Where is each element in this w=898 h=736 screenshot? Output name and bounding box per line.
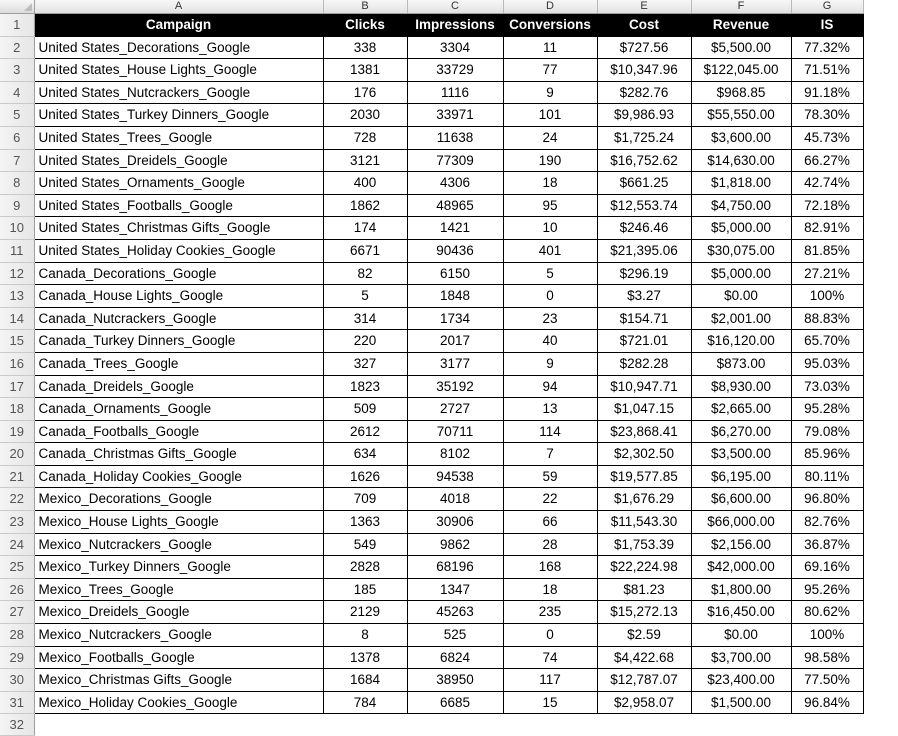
cell-clicks[interactable]: 1363 bbox=[323, 511, 407, 534]
cell-cost[interactable]: $282.76 bbox=[597, 81, 691, 104]
cell-revenue[interactable]: $0.00 bbox=[691, 285, 791, 308]
row-header[interactable]: 17 bbox=[0, 375, 34, 398]
column-header[interactable]: G bbox=[791, 0, 863, 14]
cell-impressions[interactable]: 38950 bbox=[407, 669, 503, 692]
row-header[interactable]: 28 bbox=[0, 624, 34, 647]
cell-is[interactable]: 96.80% bbox=[791, 488, 863, 511]
column-header-row bbox=[0, 0, 863, 14]
cell-impressions[interactable]: 30906 bbox=[407, 511, 503, 534]
row-header[interactable]: 22 bbox=[0, 488, 34, 511]
cell-conversions[interactable]: 24 bbox=[503, 126, 597, 149]
cell-clicks[interactable]: 728 bbox=[323, 126, 407, 149]
table-row bbox=[0, 465, 863, 488]
cell-impressions[interactable]: 33971 bbox=[407, 104, 503, 127]
row-header[interactable]: 30 bbox=[0, 669, 34, 692]
cell-impressions[interactable]: 6685 bbox=[407, 691, 503, 714]
cell-revenue[interactable]: $2,156.00 bbox=[691, 533, 791, 556]
row-header[interactable]: 27 bbox=[0, 601, 34, 624]
empty-cell[interactable] bbox=[791, 714, 863, 736]
cell-is[interactable]: 96.84% bbox=[791, 691, 863, 714]
cell-campaign[interactable]: Canada_Ornaments_Google bbox=[34, 398, 323, 421]
cell-revenue[interactable]: $873.00 bbox=[691, 352, 791, 375]
cell-conversions[interactable]: 401 bbox=[503, 239, 597, 262]
cell-campaign[interactable]: Canada_Holiday Cookies_Google bbox=[34, 465, 323, 488]
cell-header-impressions[interactable]: Impressions bbox=[407, 14, 503, 37]
row-header[interactable]: 23 bbox=[0, 511, 34, 534]
cell-is[interactable]: 98.58% bbox=[791, 646, 863, 669]
cell-revenue[interactable]: $6,600.00 bbox=[691, 488, 791, 511]
cell-campaign[interactable]: United States_Trees_Google bbox=[34, 126, 323, 149]
column-header[interactable]: D bbox=[503, 0, 597, 14]
cell-clicks[interactable]: 2612 bbox=[323, 420, 407, 443]
cell-impressions[interactable]: 1116 bbox=[407, 81, 503, 104]
table-row bbox=[0, 398, 863, 421]
cell-cost[interactable]: $296.19 bbox=[597, 262, 691, 285]
cell-campaign[interactable]: United States_Dreidels_Google bbox=[34, 149, 323, 172]
cell-is[interactable]: 65.70% bbox=[791, 330, 863, 353]
cell-impressions[interactable]: 4306 bbox=[407, 172, 503, 195]
cell-is[interactable]: 66.27% bbox=[791, 149, 863, 172]
row-header[interactable]: 25 bbox=[0, 556, 34, 579]
row-header[interactable]: 1 bbox=[0, 14, 34, 37]
table-row bbox=[0, 443, 863, 466]
cell-conversions[interactable]: 190 bbox=[503, 149, 597, 172]
cell-cost[interactable]: $15,272.13 bbox=[597, 601, 691, 624]
table-row bbox=[0, 578, 863, 601]
table-row bbox=[0, 375, 863, 398]
select-all-icon bbox=[24, 3, 32, 11]
cell-conversions[interactable]: 18 bbox=[503, 172, 597, 195]
table-row bbox=[0, 285, 863, 308]
empty-cell[interactable] bbox=[407, 714, 503, 736]
cell-clicks[interactable]: 3121 bbox=[323, 149, 407, 172]
cell-cost[interactable]: $22,224.98 bbox=[597, 556, 691, 579]
cell-clicks[interactable]: 220 bbox=[323, 330, 407, 353]
row-header[interactable]: 15 bbox=[0, 330, 34, 353]
cell-cost[interactable]: $661.25 bbox=[597, 172, 691, 195]
cell-cost[interactable]: $81.23 bbox=[597, 578, 691, 601]
row-header[interactable]: 18 bbox=[0, 398, 34, 421]
cell-is[interactable]: 78.30% bbox=[791, 104, 863, 127]
table-row bbox=[0, 330, 863, 353]
table-row bbox=[0, 307, 863, 330]
table-header-row bbox=[0, 14, 863, 37]
cell-impressions[interactable]: 9862 bbox=[407, 533, 503, 556]
cell-clicks[interactable]: 709 bbox=[323, 488, 407, 511]
cell-is[interactable]: 100% bbox=[791, 285, 863, 308]
cell-is[interactable]: 88.83% bbox=[791, 307, 863, 330]
row-header[interactable]: 14 bbox=[0, 307, 34, 330]
cell-impressions[interactable]: 1734 bbox=[407, 307, 503, 330]
cell-impressions[interactable]: 6824 bbox=[407, 646, 503, 669]
cell-campaign[interactable]: United States_Nutcrackers_Google bbox=[34, 81, 323, 104]
cell-impressions[interactable]: 48965 bbox=[407, 194, 503, 217]
cell-header-clicks[interactable]: Clicks bbox=[323, 14, 407, 37]
cell-cost[interactable]: $12,787.07 bbox=[597, 669, 691, 692]
cell-conversions[interactable]: 117 bbox=[503, 669, 597, 692]
cell-clicks[interactable]: 314 bbox=[323, 307, 407, 330]
cell-clicks[interactable]: 5 bbox=[323, 285, 407, 308]
cell-is[interactable]: 42.74% bbox=[791, 172, 863, 195]
cell-cost[interactable]: $2.59 bbox=[597, 624, 691, 647]
cell-conversions[interactable]: 18 bbox=[503, 578, 597, 601]
cell-revenue[interactable]: $16,120.00 bbox=[691, 330, 791, 353]
cell-is[interactable]: 81.85% bbox=[791, 239, 863, 262]
cell-revenue[interactable]: $3,600.00 bbox=[691, 126, 791, 149]
cell-header-revenue[interactable]: Revenue bbox=[691, 14, 791, 37]
cell-campaign[interactable]: United States_Footballs_Google bbox=[34, 194, 323, 217]
cell-impressions[interactable]: 2017 bbox=[407, 330, 503, 353]
cell-conversions[interactable]: 5 bbox=[503, 262, 597, 285]
cell-conversions[interactable]: 59 bbox=[503, 465, 597, 488]
table-row bbox=[0, 172, 863, 195]
cell-cost[interactable]: $2,958.07 bbox=[597, 691, 691, 714]
cell-cost[interactable]: $12,553.74 bbox=[597, 194, 691, 217]
cell-clicks[interactable]: 82 bbox=[323, 262, 407, 285]
cell-impressions[interactable]: 1848 bbox=[407, 285, 503, 308]
cell-cost[interactable]: $19,577.85 bbox=[597, 465, 691, 488]
cell-is[interactable]: 85.96% bbox=[791, 443, 863, 466]
row-header[interactable]: 21 bbox=[0, 465, 34, 488]
cell-is[interactable]: 95.28% bbox=[791, 398, 863, 421]
cell-clicks[interactable]: 1381 bbox=[323, 59, 407, 82]
cell-header-is[interactable]: IS bbox=[791, 14, 863, 37]
table-row bbox=[0, 126, 863, 149]
cell-clicks[interactable]: 509 bbox=[323, 398, 407, 421]
row-header[interactable]: 10 bbox=[0, 217, 34, 240]
row-header[interactable]: 29 bbox=[0, 646, 34, 669]
cell-campaign[interactable]: United States_Turkey Dinners_Google bbox=[34, 104, 323, 127]
cell-impressions[interactable]: 4018 bbox=[407, 488, 503, 511]
cell-revenue[interactable]: $30,075.00 bbox=[691, 239, 791, 262]
cell-cost[interactable]: $16,752.62 bbox=[597, 149, 691, 172]
cell-revenue[interactable]: $6,270.00 bbox=[691, 420, 791, 443]
cell-impressions[interactable]: 3304 bbox=[407, 36, 503, 59]
row-header[interactable]: 3 bbox=[0, 59, 34, 82]
cell-cost[interactable]: $4,422.68 bbox=[597, 646, 691, 669]
row-header[interactable]: 12 bbox=[0, 262, 34, 285]
cell-is[interactable]: 91.18% bbox=[791, 81, 863, 104]
table-row bbox=[0, 194, 863, 217]
row-header[interactable]: 9 bbox=[0, 194, 34, 217]
cell-is[interactable]: 72.18% bbox=[791, 194, 863, 217]
cell-cost[interactable]: $154.71 bbox=[597, 307, 691, 330]
cell-conversions[interactable]: 23 bbox=[503, 307, 597, 330]
cell-campaign[interactable]: Mexico_Decorations_Google bbox=[34, 488, 323, 511]
cell-impressions[interactable]: 3177 bbox=[407, 352, 503, 375]
cell-campaign[interactable]: Mexico_Holiday Cookies_Google bbox=[34, 691, 323, 714]
cell-revenue[interactable]: $2,665.00 bbox=[691, 398, 791, 421]
cell-campaign[interactable]: United States_Decorations_Google bbox=[34, 36, 323, 59]
cell-campaign[interactable]: Mexico_Footballs_Google bbox=[34, 646, 323, 669]
table-row bbox=[0, 262, 863, 285]
row-header[interactable]: 13 bbox=[0, 285, 34, 308]
table-row bbox=[0, 36, 863, 59]
cell-campaign[interactable]: United States_House Lights_Google bbox=[34, 59, 323, 82]
cell-revenue[interactable]: $1,800.00 bbox=[691, 578, 791, 601]
cell-conversions[interactable]: 10 bbox=[503, 217, 597, 240]
table-row bbox=[0, 511, 863, 534]
cell-clicks[interactable]: 2828 bbox=[323, 556, 407, 579]
cell-revenue[interactable]: $122,045.00 bbox=[691, 59, 791, 82]
empty-cell[interactable] bbox=[503, 714, 597, 736]
cell-revenue[interactable]: $55,550.00 bbox=[691, 104, 791, 127]
cell-clicks[interactable]: 338 bbox=[323, 36, 407, 59]
table-row bbox=[0, 646, 863, 669]
cell-impressions[interactable]: 35192 bbox=[407, 375, 503, 398]
cell-conversions[interactable]: 77 bbox=[503, 59, 597, 82]
cell-conversions[interactable]: 11 bbox=[503, 36, 597, 59]
cell-impressions[interactable]: 45263 bbox=[407, 601, 503, 624]
cell-clicks[interactable]: 784 bbox=[323, 691, 407, 714]
cell-is[interactable]: 36.87% bbox=[791, 533, 863, 556]
cell-cost[interactable]: $721.01 bbox=[597, 330, 691, 353]
cell-campaign[interactable]: Mexico_Trees_Google bbox=[34, 578, 323, 601]
cell-campaign[interactable]: Mexico_House Lights_Google bbox=[34, 511, 323, 534]
cell-cost[interactable]: $9,986.93 bbox=[597, 104, 691, 127]
row-header[interactable]: 7 bbox=[0, 149, 34, 172]
cell-impressions[interactable]: 8102 bbox=[407, 443, 503, 466]
cell-is[interactable]: 82.76% bbox=[791, 511, 863, 534]
cell-cost[interactable]: $282.28 bbox=[597, 352, 691, 375]
cell-conversions[interactable]: 94 bbox=[503, 375, 597, 398]
cell-clicks[interactable]: 1684 bbox=[323, 669, 407, 692]
table-row bbox=[0, 533, 863, 556]
empty-cell[interactable] bbox=[34, 714, 323, 736]
row-header[interactable]: 31 bbox=[0, 691, 34, 714]
column-header[interactable]: F bbox=[691, 0, 791, 14]
cell-conversions[interactable]: 13 bbox=[503, 398, 597, 421]
cell-revenue[interactable]: $4,750.00 bbox=[691, 194, 791, 217]
table-row bbox=[0, 488, 863, 511]
cell-cost[interactable]: $727.56 bbox=[597, 36, 691, 59]
select-all-corner[interactable] bbox=[0, 0, 34, 14]
cell-conversions[interactable]: 74 bbox=[503, 646, 597, 669]
cell-cost[interactable]: $21,395.06 bbox=[597, 239, 691, 262]
cell-conversions[interactable]: 235 bbox=[503, 601, 597, 624]
table-row bbox=[0, 104, 863, 127]
column-header[interactable]: E bbox=[597, 0, 691, 14]
cell-impressions[interactable]: 525 bbox=[407, 624, 503, 647]
cell-is[interactable]: 45.73% bbox=[791, 126, 863, 149]
cell-impressions[interactable]: 77309 bbox=[407, 149, 503, 172]
cell-clicks[interactable]: 327 bbox=[323, 352, 407, 375]
cell-campaign[interactable]: United States_Holiday Cookies_Google bbox=[34, 239, 323, 262]
cell-conversions[interactable]: 101 bbox=[503, 104, 597, 127]
cell-is[interactable]: 69.16% bbox=[791, 556, 863, 579]
cell-clicks[interactable]: 2129 bbox=[323, 601, 407, 624]
cell-campaign[interactable]: Canada_Dreidels_Google bbox=[34, 375, 323, 398]
cell-revenue[interactable]: $2,001.00 bbox=[691, 307, 791, 330]
cell-revenue[interactable]: $5,000.00 bbox=[691, 217, 791, 240]
cell-conversions[interactable]: 0 bbox=[503, 624, 597, 647]
cell-clicks[interactable]: 1823 bbox=[323, 375, 407, 398]
cell-conversions[interactable]: 7 bbox=[503, 443, 597, 466]
cell-header-conversions[interactable]: Conversions bbox=[503, 14, 597, 37]
table-row bbox=[0, 420, 863, 443]
cell-impressions[interactable]: 68196 bbox=[407, 556, 503, 579]
cell-revenue[interactable]: $1,818.00 bbox=[691, 172, 791, 195]
cell-clicks[interactable]: 400 bbox=[323, 172, 407, 195]
row-header[interactable]: 8 bbox=[0, 172, 34, 195]
cell-is[interactable]: 77.50% bbox=[791, 669, 863, 692]
empty-cell[interactable] bbox=[691, 714, 791, 736]
row-header[interactable]: 19 bbox=[0, 420, 34, 443]
cell-cost[interactable]: $10,947.71 bbox=[597, 375, 691, 398]
cell-campaign[interactable]: Canada_House Lights_Google bbox=[34, 285, 323, 308]
cell-campaign[interactable]: Mexico_Nutcrackers_Google bbox=[34, 624, 323, 647]
cell-impressions[interactable]: 33729 bbox=[407, 59, 503, 82]
cell-campaign[interactable]: Mexico_Turkey Dinners_Google bbox=[34, 556, 323, 579]
cell-impressions[interactable]: 1347 bbox=[407, 578, 503, 601]
cell-revenue[interactable]: $66,000.00 bbox=[691, 511, 791, 534]
table-row bbox=[0, 714, 863, 736]
cell-cost[interactable]: $10,347.96 bbox=[597, 59, 691, 82]
row-header[interactable]: 16 bbox=[0, 352, 34, 375]
table-row bbox=[0, 217, 863, 240]
cell-conversions[interactable]: 22 bbox=[503, 488, 597, 511]
cell-clicks[interactable]: 1862 bbox=[323, 194, 407, 217]
empty-cell[interactable] bbox=[323, 714, 407, 736]
cell-revenue[interactable]: $3,700.00 bbox=[691, 646, 791, 669]
cell-campaign[interactable]: Canada_Trees_Google bbox=[34, 352, 323, 375]
cell-clicks[interactable]: 634 bbox=[323, 443, 407, 466]
cell-campaign[interactable]: Canada_Decorations_Google bbox=[34, 262, 323, 285]
cell-campaign[interactable]: Mexico_Nutcrackers_Google bbox=[34, 533, 323, 556]
cell-cost[interactable]: $3.27 bbox=[597, 285, 691, 308]
cell-is[interactable]: 71.51% bbox=[791, 59, 863, 82]
cell-revenue[interactable]: $0.00 bbox=[691, 624, 791, 647]
table-row bbox=[0, 624, 863, 647]
cell-cost[interactable]: $1,753.39 bbox=[597, 533, 691, 556]
cell-clicks[interactable]: 185 bbox=[323, 578, 407, 601]
cell-clicks[interactable]: 8 bbox=[323, 624, 407, 647]
column-header[interactable]: A bbox=[34, 0, 323, 14]
cell-clicks[interactable]: 1626 bbox=[323, 465, 407, 488]
table-row bbox=[0, 352, 863, 375]
cell-clicks[interactable]: 6671 bbox=[323, 239, 407, 262]
cell-conversions[interactable]: 168 bbox=[503, 556, 597, 579]
cell-conversions[interactable]: 9 bbox=[503, 352, 597, 375]
cell-cost[interactable]: $2,302.50 bbox=[597, 443, 691, 466]
row-header[interactable]: 20 bbox=[0, 443, 34, 466]
cell-revenue[interactable]: $14,630.00 bbox=[691, 149, 791, 172]
cell-conversions[interactable]: 114 bbox=[503, 420, 597, 443]
cell-campaign[interactable]: United States_Christmas Gifts_Google bbox=[34, 217, 323, 240]
table-row bbox=[0, 81, 863, 104]
cell-revenue[interactable]: $6,195.00 bbox=[691, 465, 791, 488]
cell-revenue[interactable]: $3,500.00 bbox=[691, 443, 791, 466]
cell-is[interactable]: 82.91% bbox=[791, 217, 863, 240]
table-row bbox=[0, 556, 863, 579]
row-header[interactable]: 4 bbox=[0, 81, 34, 104]
cell-cost[interactable]: $1,725.24 bbox=[597, 126, 691, 149]
table-row bbox=[0, 669, 863, 692]
cell-campaign[interactable]: Canada_Footballs_Google bbox=[34, 420, 323, 443]
row-header[interactable]: 32 bbox=[0, 714, 34, 736]
cell-clicks[interactable]: 174 bbox=[323, 217, 407, 240]
row-header[interactable]: 24 bbox=[0, 533, 34, 556]
cell-campaign[interactable]: United States_Ornaments_Google bbox=[34, 172, 323, 195]
cell-is[interactable]: 100% bbox=[791, 624, 863, 647]
cell-cost[interactable]: $1,047.15 bbox=[597, 398, 691, 421]
cell-impressions[interactable]: 11638 bbox=[407, 126, 503, 149]
cell-revenue[interactable]: $23,400.00 bbox=[691, 669, 791, 692]
cell-cost[interactable]: $11,543.30 bbox=[597, 511, 691, 534]
cell-impressions[interactable]: 6150 bbox=[407, 262, 503, 285]
cell-conversions[interactable]: 9 bbox=[503, 81, 597, 104]
cell-clicks[interactable]: 549 bbox=[323, 533, 407, 556]
cell-clicks[interactable]: 176 bbox=[323, 81, 407, 104]
cell-is[interactable]: 79.08% bbox=[791, 420, 863, 443]
cell-clicks[interactable]: 1378 bbox=[323, 646, 407, 669]
cell-cost[interactable]: $1,676.29 bbox=[597, 488, 691, 511]
cell-header-campaign[interactable]: Campaign bbox=[34, 14, 323, 37]
cell-revenue[interactable]: $5,000.00 bbox=[691, 262, 791, 285]
cell-conversions[interactable]: 0 bbox=[503, 285, 597, 308]
cell-cost[interactable]: $23,868.41 bbox=[597, 420, 691, 443]
cell-is[interactable]: 95.26% bbox=[791, 578, 863, 601]
cell-conversions[interactable]: 40 bbox=[503, 330, 597, 353]
cell-is[interactable]: 73.03% bbox=[791, 375, 863, 398]
cell-revenue[interactable]: $8,930.00 bbox=[691, 375, 791, 398]
table-row bbox=[0, 59, 863, 82]
cell-revenue[interactable]: $968.85 bbox=[691, 81, 791, 104]
cell-impressions[interactable]: 2727 bbox=[407, 398, 503, 421]
column-header[interactable]: B bbox=[323, 0, 407, 14]
row-header[interactable]: 6 bbox=[0, 126, 34, 149]
cell-impressions[interactable]: 70711 bbox=[407, 420, 503, 443]
cell-campaign[interactable]: Canada_Nutcrackers_Google bbox=[34, 307, 323, 330]
column-header[interactable]: C bbox=[407, 0, 503, 14]
cell-header-cost[interactable]: Cost bbox=[597, 14, 691, 37]
row-header[interactable]: 26 bbox=[0, 578, 34, 601]
cell-revenue[interactable]: $5,500.00 bbox=[691, 36, 791, 59]
cell-is[interactable]: 80.11% bbox=[791, 465, 863, 488]
cell-clicks[interactable]: 2030 bbox=[323, 104, 407, 127]
cell-is[interactable]: 27.21% bbox=[791, 262, 863, 285]
row-header[interactable]: 2 bbox=[0, 36, 34, 59]
table-row bbox=[0, 149, 863, 172]
cell-is[interactable]: 77.32% bbox=[791, 36, 863, 59]
cell-is[interactable]: 95.03% bbox=[791, 352, 863, 375]
cell-campaign[interactable]: Mexico_Dreidels_Google bbox=[34, 601, 323, 624]
cell-campaign[interactable]: Canada_Christmas Gifts_Google bbox=[34, 443, 323, 466]
table-row bbox=[0, 691, 863, 714]
cell-conversions[interactable]: 28 bbox=[503, 533, 597, 556]
cell-is[interactable]: 80.62% bbox=[791, 601, 863, 624]
table-row bbox=[0, 239, 863, 262]
cell-campaign[interactable]: Canada_Turkey Dinners_Google bbox=[34, 330, 323, 353]
cell-conversions[interactable]: 95 bbox=[503, 194, 597, 217]
cell-cost[interactable]: $246.46 bbox=[597, 217, 691, 240]
row-header[interactable]: 5 bbox=[0, 104, 34, 127]
cell-revenue[interactable]: $1,500.00 bbox=[691, 691, 791, 714]
cell-impressions[interactable]: 94538 bbox=[407, 465, 503, 488]
cell-revenue[interactable]: $16,450.00 bbox=[691, 601, 791, 624]
row-header[interactable]: 11 bbox=[0, 239, 34, 262]
cell-impressions[interactable]: 90436 bbox=[407, 239, 503, 262]
empty-cell[interactable] bbox=[597, 714, 691, 736]
cell-revenue[interactable]: $42,000.00 bbox=[691, 556, 791, 579]
cell-conversions[interactable]: 15 bbox=[503, 691, 597, 714]
cell-campaign[interactable]: Mexico_Christmas Gifts_Google bbox=[34, 669, 323, 692]
cell-impressions[interactable]: 1421 bbox=[407, 217, 503, 240]
table-row bbox=[0, 601, 863, 624]
cell-conversions[interactable]: 66 bbox=[503, 511, 597, 534]
